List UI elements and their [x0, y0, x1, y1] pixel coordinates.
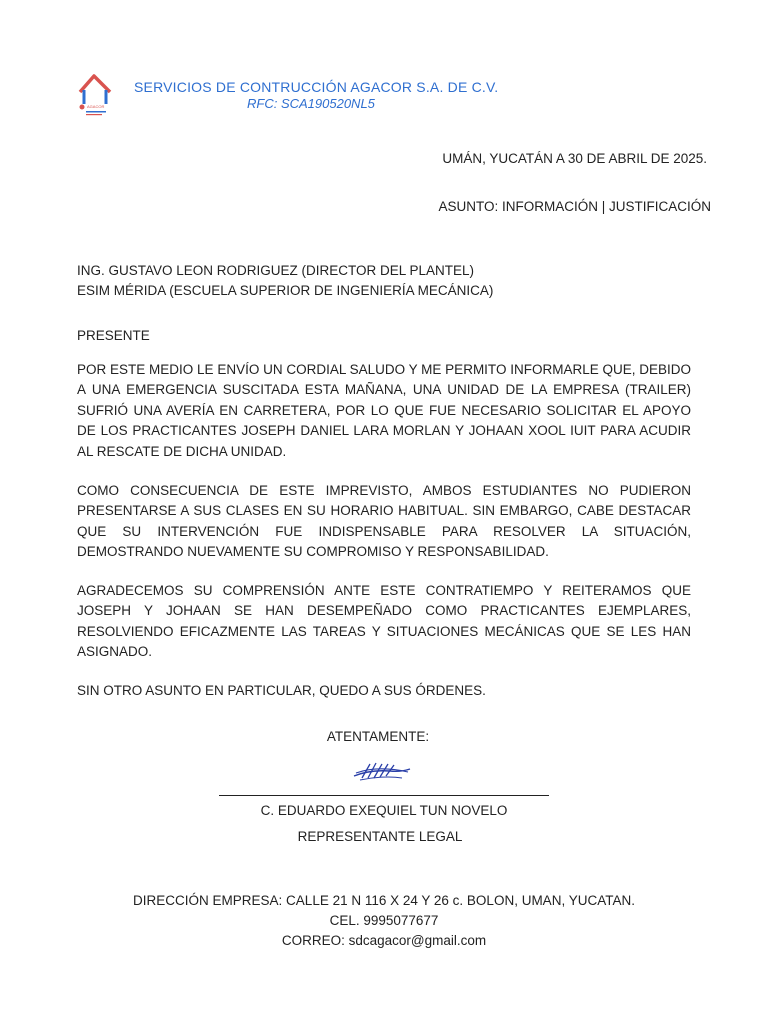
company-logo — [76, 70, 116, 118]
body-paragraph-4: SIN OTRO ASUNTO EN PARTICULAR, QUEDO A SUS ÓRDENES. — [77, 683, 486, 698]
svg-text:AGACOR: AGACOR — [87, 104, 105, 109]
signature-image — [350, 758, 414, 784]
footer-address: DIRECCIÓN EMPRESA: CALLE 21 N 116 X 24 Y 26 c. BOLON, UMAN, YUCATAN. — [133, 893, 635, 908]
closing: ATENTAMENTE: — [326, 729, 430, 744]
footer-phone: CEL. 9995077677 — [329, 913, 439, 928]
footer-email: CORREO: sdcagacor@gmail.com — [281, 933, 487, 948]
body-paragraph-2: COMO CONSECUENCIA DE ESTE IMPREVISTO, AMBOS ESTUDIANTES NO PUDIERON PRESENTARSE A SUS CLASES EN SU HORARIO HABITUAL. SIN EMBARGO, CABE DESTACAR QUE SU INTERVENCIÓN FUE INDISPENSABLE PARA RESOLVER LA SITUACIÓN, DEMOSTRANDO NUEVAMENTE SU COMPROMISO Y RESPONSABILIDAD. — [77, 483, 691, 560]
company-name: SERVICIOS DE CONTRUCCIÓN AGACOR S.A. DE C.V. — [134, 79, 499, 95]
body-paragraph-3: AGRADECEMOS SU COMPRENSIÓN ANTE ESTE CONTRATIEMPO Y REITERAMOS QUE JOSEPH Y JOHAAN SE HAN DESEMPEÑADO COMO PRACTICANTES EJEMPLARES, RESOLVIENDO EFICAZMENTE LAS TAREAS Y SITUACIONES MECÁNICAS QUE SE LES HAN ASIGNADO. — [77, 583, 691, 660]
signer-role: REPRESENTANTE LEGAL — [297, 829, 463, 844]
signature-line — [219, 795, 549, 796]
signer-name: C. EDUARDO EXEQUIEL TUN NOVELO — [260, 803, 508, 818]
recipient-name: ING. GUSTAVO LEON RODRIGUEZ (DIRECTOR DEL PLANTEL) — [77, 263, 475, 278]
body-paragraph-1: POR ESTE MEDIO LE ENVÍO UN CORDIAL SALUDO Y ME PERMITO INFORMARLE QUE, DEBIDO A UNA EMERGENCIA SUSCITADA ESTA MAÑANA, UNA UNIDAD DE LA EMPRESA (TRAILER) SUFRIÓ UNA AVERÍA EN CARRETERA, POR LO QUE FUE NECESARIO SOLICITAR EL APOYO DE LOS PRACTICANTES JOSEPH DANIEL LARA MORLAN Y JOHAAN XOOL IUIT PARA ACUDIR AL RESCATE DE DICHA UNIDAD. — [77, 362, 691, 459]
salutation: PRESENTE — [77, 328, 150, 343]
letter-date: UMÁN, YUCATÁN A 30 DE ABRIL DE 2025. — [442, 151, 707, 166]
letter-subject: ASUNTO: INFORMACIÓN | JUSTIFICACIÓN — [438, 199, 711, 214]
company-rfc: RFC: SCA190520NL5 — [247, 96, 375, 111]
recipient-institution: ESIM MÉRIDA (ESCUELA SUPERIOR DE INGENIERÍA MECÁNICA) — [77, 283, 494, 298]
